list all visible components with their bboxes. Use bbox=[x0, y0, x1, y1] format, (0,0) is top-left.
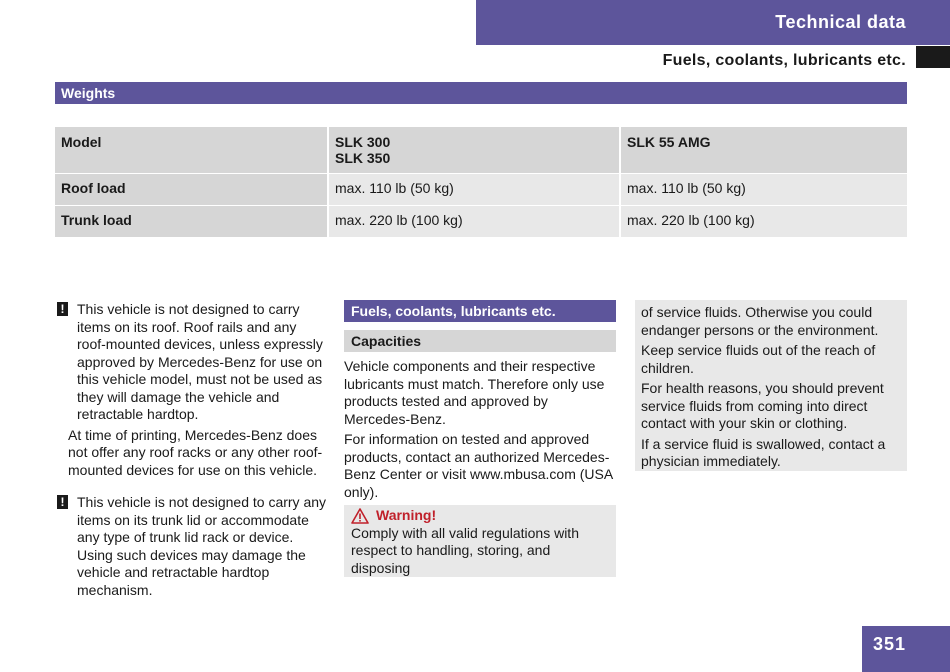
page-subtitle: Fuels, coolants, lubricants etc. bbox=[662, 52, 906, 69]
section-header-tab bbox=[476, 0, 950, 45]
note-paragraph: At time of printing, Mercedes-Benz does not offer any roof racks or any other roof-mounted devices for use on this vehicle. bbox=[68, 426, 323, 478]
warning-paragraph: of service fluids. Otherwise you could endanger persons or the environment. bbox=[641, 304, 879, 338]
warning-paragraph: For health reasons, you should prevent service fluids from coming into direct contact with your skin or clothing. bbox=[641, 380, 884, 431]
model-name: SLK 350 bbox=[335, 150, 391, 166]
fuels-column bbox=[344, 300, 616, 577]
body-paragraph: Vehicle components and their respective lubricants must match. Therefore only use products tested and approved by Mercedes-Benz. bbox=[344, 358, 605, 427]
exclamation-icon: ! bbox=[57, 495, 68, 509]
table-row bbox=[55, 174, 907, 206]
model-name: SLK 300 bbox=[335, 134, 391, 150]
page-number: 351 bbox=[862, 626, 950, 672]
note-paragraph: This vehicle is not designed to carry items on its roof. Roof rails and any roof-mounted devices, unless expressly approved by Mercedes-Benz for use on this vehicle model, must not be used as they will damage the vehicle and retractable hardtop. bbox=[77, 301, 323, 422]
cell-value: max. 220 lb (100 kg) bbox=[620, 206, 907, 238]
table-header-row bbox=[55, 127, 907, 174]
body-paragraph: For information on tested and approved products, contact an authorized Mercedes-Benz Center or visit www.mbusa.com (USA only). bbox=[344, 431, 613, 500]
model-slk55amg: SLK 55 AMG bbox=[620, 127, 907, 174]
warning-continued-box bbox=[635, 300, 907, 471]
cell-value: max. 110 lb (50 kg) bbox=[328, 174, 620, 206]
thumb-index-marker bbox=[916, 46, 950, 68]
warning-paragraph: If a service fluid is swallowed, contact a physician immediately. bbox=[641, 435, 886, 469]
model-slk300-350 bbox=[328, 127, 620, 174]
capacities-heading: Capacities bbox=[344, 330, 616, 352]
warning-text: Comply with all valid regulations with respect to handling, storing, and disposing bbox=[351, 524, 579, 576]
warning-paragraph: Keep service fluids out of the reach of children. bbox=[641, 342, 876, 376]
model-label: Model bbox=[55, 127, 328, 174]
cell-value: max. 220 lb (100 kg) bbox=[328, 206, 620, 238]
warning-title bbox=[351, 507, 610, 525]
table-row bbox=[55, 206, 907, 238]
section-title: Technical data bbox=[775, 12, 906, 32]
weights-table bbox=[55, 127, 907, 238]
note-paragraph: This vehicle is not designed to carry any items on its trunk lid or accommodate any type of trunk lid rack or device. Using such devices may damage the vehicle and retractable hardtop mechanism. bbox=[77, 494, 327, 598]
fuels-body bbox=[344, 358, 616, 501]
notes-column bbox=[55, 301, 327, 599]
row-label: Trunk load bbox=[55, 206, 328, 238]
warning-triangle-icon bbox=[351, 508, 369, 524]
exclamation-icon: ! bbox=[57, 302, 68, 316]
row-label: Roof load bbox=[55, 174, 328, 206]
note-trunk bbox=[55, 494, 327, 599]
warning-label: Warning! bbox=[376, 507, 437, 523]
cell-value: max. 110 lb (50 kg) bbox=[620, 174, 907, 206]
note-roof bbox=[55, 301, 327, 479]
weights-heading: Weights bbox=[55, 82, 907, 104]
warning-box bbox=[344, 505, 616, 577]
fuels-heading: Fuels, coolants, lubricants etc. bbox=[344, 300, 616, 322]
